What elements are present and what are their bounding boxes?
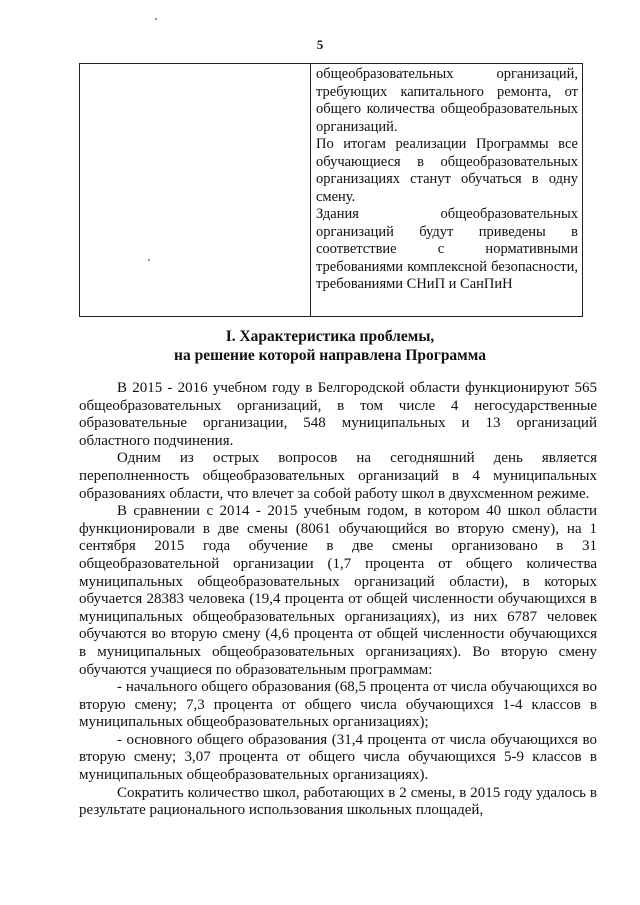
section-heading-line1: I. Характеристика проблемы, [225,328,435,345]
body-paragraph-6: Сократить количество школ, работающих в 2 смены, в 2015 году удалось в результате рационального использования школьных площадей, [79,784,597,819]
table-paragraph-3: Здания общеобразовательных организаций будут приведены в соответствие с нормативными требованиями комплексной безопасности, требованиями СНиП и СанПиН [316,206,578,292]
body-text [79,380,597,820]
body-paragraph-3: В сравнении с 2014 - 2015 учебным годом, в котором 40 школ области функционировали в две смены (8061 обучающийся во вторую смену), на 1 сентября 2015 года обучение в две смены организовано в 31 общеобразовательной организации (1,7 процента от общего количества муниципальных общеобразовательных организаций области), в которых обучается 28383 человека (19,4 процента от общей численности обучающихся в муниципальных общеобразовательных организациях), из них 6787 человек обучаются во вторую смену (4,6 процента от общей численности обучающихся в муниципальных общеобразовательных организациях). Во вторую смену обучаются учащиеся по образовательным программам: [79,503,597,678]
table-right-cell [316,66,578,294]
table-left-cell [80,64,310,316]
table-paragraph-1: общеобразовательных организаций, требующих капитального ремонта, от общего количества общеобразовательных организаций. [316,66,578,135]
scan-speck [155,18,157,20]
table-column-divider [310,64,311,316]
page-number: 5 [316,37,324,52]
scan-speck [148,259,150,261]
body-paragraph-2: Одним из острых вопросов на сегодняшний день является переполненность общеобразовательных организаций в 4 муниципальных образованиях области, что влечет за собой работу школ в двухсменном режиме. [79,450,597,502]
section-heading-line2: на решение которой направлена Программа [174,347,486,364]
table-paragraph-2: По итогам реализации Программы все обучающиеся в общеобразовательных организациях станут обучаться в одну смену. [316,136,578,205]
body-paragraph-1: В 2015 - 2016 учебном году в Белгородской области функционируют 565 общеобразовательных организаций, в том числе 4 негосударственные образовательные организации, 548 муниципальных и 13 организаций областного подчинения. [79,380,597,449]
body-list-item-2: - основного общего образования (31,4 процента от числа обучающихся во вторую смену; 3,07 процента от общего числа обучающихся 5-9 классов в муниципальных общеобразовательных организациях). [79,731,597,784]
program-table [79,63,583,317]
section-heading [70,327,590,365]
body-list-item-1: - начального общего образования (68,5 процента от числа обучающихся во вторую смену; 7,3 процента от общего числа обучающихся 1-4 классов в муниципальных общеобразовательных организациях); [79,679,597,731]
